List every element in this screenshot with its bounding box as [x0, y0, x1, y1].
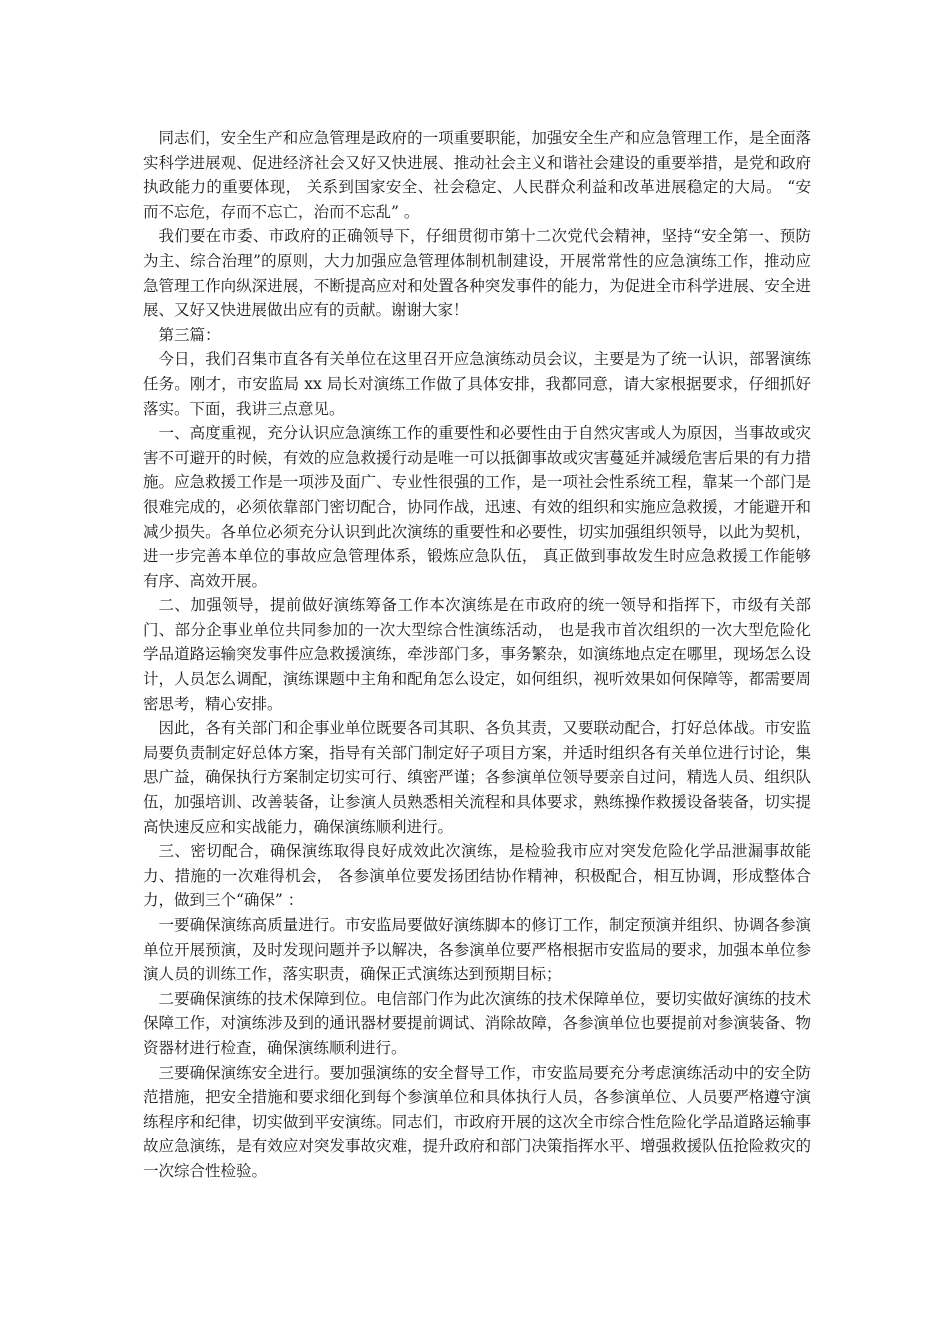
paragraph-point-two: 二、加强领导，提前做好演练筹备工作本次演练是在市政府的统一领导和指挥下，市级有关部门、部分企事业单位共同参加的一次大型综合性演练活动， 也是我市首次组织的一次大型危险化学品道路运输突发事件应急救援演练，牵涉部门多，事务繁杂，如演练地点定在哪里，现场怎么设计，人员怎么调配，演练课题中主角和配角怎么设定，如何组织，视听效果如何保障等，都需要周密思考，精心安排。 [143, 596, 811, 713]
paragraph-ensure-one: 一要确保演练高质量进行。市安监局要做好演练脚本的修订工作，制定预演并组织、协调各参演单位开展预演，及时发现问题并予以解决，各参演单位要严格根据市安监局的要求，加强本单位参演人员的训练工作，落实职责，确保正式演练达到预期目标； [143, 916, 811, 984]
paragraph-coordination: 因此，各有关部门和企事业单位既要各司其职、各负其责，又要联动配合，打好总体战。市安监局要负责制定好总体方案，指导有关部门制定好子项目方案，并适时组织各有关单位进行讨论，集思广益，确保执行方案制定切实可行、缜密严谨；各参演单位领导要亲自过问，精选人员、组织队伍，加强培训、改善装备，让参演人员熟悉相关流程和具体要求，熟练操作救援设备装备，切实提高快速反应和实战能力，确保演练顺利进行。 [143, 719, 811, 836]
document-body [143, 126, 811, 1184]
paragraph-leadership-commitment: 我们要在市委、市政府的正确领导下，仔细贯彻市第十二次党代会精神，坚持“安全第一、预防为主、综合治理”的原则，大力加强应急管理体制机制建设，开展常常性的应急演练工作，推动应急管理工作向纵深进展，不断提高应对和处置各种突发事件的能力，为促进全市科学进展、安全进展、又好又快进展做出应有的贡献。谢谢大家！ [143, 227, 811, 320]
paragraph-closing-remarks: 同志们，安全生产和应急管理是政府的一项重要职能，加强安全生产和应急管理工作，是全面落实科学进展观、促进经济社会又好又快进展、推动社会主义和谐社会建设的重要举措，是党和政府执政能力的重要体现， 关系到国家安全、社会稳定、人民群众利益和改革进展稳定的大局。 “安而不忘危，存而不忘亡，治而不忘乱” 。 [143, 129, 811, 221]
paragraph-point-three: 三、密切配合，确保演练取得良好成效此次演练，是检验我市应对突发危险化学品泄漏事故能力、措施的一次难得机会， 各参演单位要发扬团结协作精神，积极配合，相互协调，形成整体合力，做到三个“确保” ： [143, 842, 811, 910]
paragraph-point-one: 一、高度重视，充分认识应急演练工作的重要性和必要性由于自然灾害或人为原因，当事故或灾害不可避开的时候，有效的应急救援行动是唯一可以抵御事故或灾害蔓延并减缓危害后果的有力措施。应急救援工作是一项涉及面广、专业性很强的工作，是一项社会性系统工程，靠某一个部门是很难完成的，必须依靠部门密切配合，协同作战，迅速、有效的组织和实施应急救援，才能避开和减少损失。各单位必须充分认识到此次演练的重要性和必要性，切实加强组织领导，以此为契机，进一步完善本单位的事故应急管理体系，锻炼应急队伍， 真正做到事故发生时应急救援工作能够有序、高效开展。 [143, 424, 811, 590]
paragraph-ensure-three: 三要确保演练安全进行。要加强演练的安全督导工作，市安监局要充分考虑演练活动中的安全防范措施，把安全措施和要求细化到每个参演单位和具体执行人员，各参演单位、人员要严格遵守演练程序和纪律，切实做到平安演练。同志们，市政府开展的这次全市综合性危险化学品道路运输事故应急演练，是有效应对突发事故灾难，提升政府和部门决策指挥水平、增强救援队伍抢险救灾的一次综合性检验。 [143, 1063, 811, 1180]
paragraph-ensure-two: 二要确保演练的技术保障到位。电信部门作为此次演练的技术保障单位，要切实做好演练的技术保障工作，对演练涉及到的通讯器材要提前调试、消除故障，各参演单位也要提前对参演装备、物资器材进行检查，确保演练顺利进行。 [143, 989, 811, 1057]
paragraph-meeting-intro: 今日，我们召集市直各有关单位在这里召开应急演练动员会议，主要是为了统一认识，部署演练任务。刚才，市安监局 xx 局长对演练工作做了具体安排，我都同意，请大家根据要求，仔细抓好落实。下面，我讲三点意见。 [143, 350, 811, 418]
section-heading-part-three: 第三篇： [158, 325, 221, 344]
